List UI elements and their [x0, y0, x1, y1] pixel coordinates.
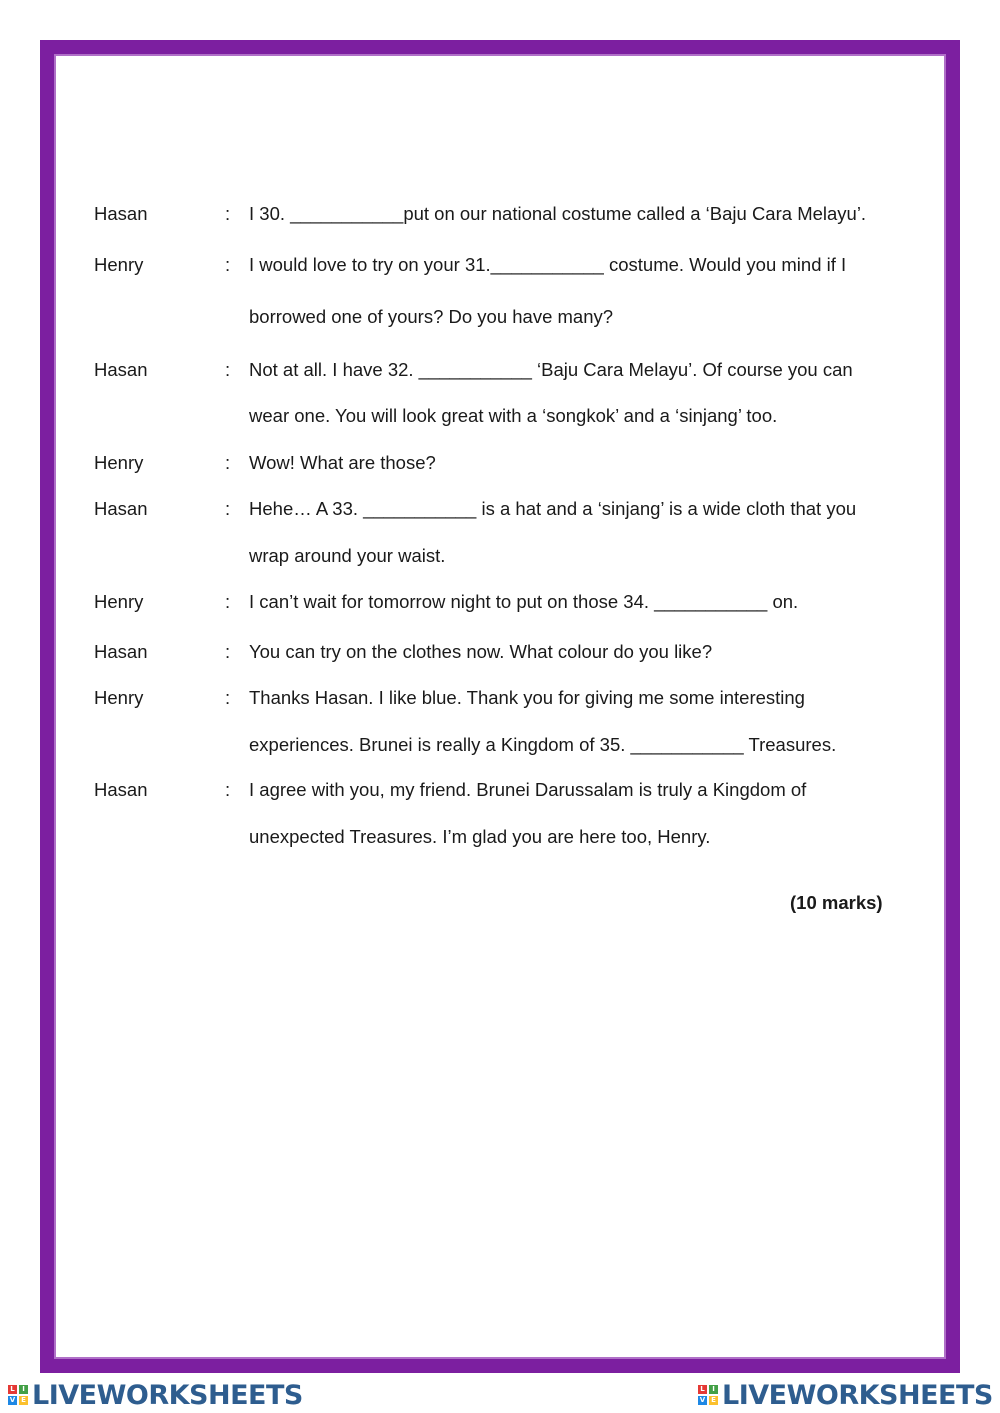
- dialogue-text: I can’t wait for tomorrow night to put on those 34. ___________ on.: [249, 591, 799, 612]
- dialogue-text: Hehe… A 33. ___________ is a hat and a ‘sinjang’ is a wide cloth that you: [249, 498, 857, 519]
- dialogue-line: [0, 253, 1000, 277]
- marks-label: (10 marks): [790, 892, 883, 913]
- liveworksheets-logo-icon: [8, 1385, 28, 1405]
- speaker-colon: :: [225, 359, 231, 380]
- speaker-name: Henry: [94, 452, 144, 473]
- dialogue-line: [0, 497, 1000, 521]
- speaker-name: Henry: [94, 254, 144, 275]
- logo-tile: L: [8, 1385, 17, 1394]
- speaker-colon: :: [225, 641, 231, 662]
- logo-tile: I: [709, 1385, 718, 1394]
- speaker-name: Hasan: [94, 203, 148, 224]
- speaker-colon: :: [225, 452, 231, 473]
- dialogue-text: experiences. Brunei is really a Kingdom of 35. ___________ Treasures.: [249, 734, 837, 755]
- dialogue-line: [0, 778, 1000, 802]
- speaker-name: Hasan: [94, 641, 148, 662]
- dialogue-text: wear one. You will look great with a ‘songkok’ and a ‘sinjang’ too.: [249, 405, 778, 426]
- dialogue-text: I 30. ___________put on our national costume called a ‘Baju Cara Melayu’.: [249, 203, 867, 224]
- speaker-name: Henry: [94, 687, 144, 708]
- speaker-colon: :: [225, 254, 231, 275]
- footer-logo-right[interactable]: [698, 1380, 993, 1410]
- speaker-name: Henry: [94, 591, 144, 612]
- brand-name: LIVEWORKSHEETS: [32, 1379, 303, 1411]
- liveworksheets-logo-icon: [698, 1385, 718, 1405]
- logo-tile: V: [699, 1396, 706, 1404]
- dialogue-line-continued: [0, 305, 1000, 329]
- footer-logo-left[interactable]: [8, 1380, 303, 1410]
- logo-tile: E: [709, 1396, 718, 1405]
- dialogue-text: Thanks Hasan. I like blue. Thank you for giving me some interesting: [249, 687, 805, 708]
- speaker-name: Hasan: [94, 779, 148, 800]
- speaker-colon: :: [225, 498, 231, 519]
- dialogue-text: Not at all. I have 32. ___________ ‘Baju Cara Melayu’. Of course you can: [249, 359, 853, 380]
- speaker-colon: :: [225, 779, 231, 800]
- logo-tile: I: [19, 1385, 28, 1394]
- dialogue-text: unexpected Treasures. I’m glad you are here too, Henry.: [249, 826, 711, 847]
- logo-tile: V: [9, 1396, 16, 1404]
- dialogue-line: [0, 686, 1000, 710]
- dialogue-line-continued: [0, 825, 1000, 849]
- dialogue-line: [0, 358, 1000, 382]
- dialogue-text: Wow! What are those?: [249, 452, 436, 473]
- speaker-name: Hasan: [94, 359, 148, 380]
- dialogue-text: wrap around your waist.: [249, 545, 446, 566]
- dialogue-text: I would love to try on your 31.___________ costume. Would you mind if I: [249, 254, 847, 275]
- dialogue-line-continued: [0, 404, 1000, 428]
- speaker-colon: :: [225, 591, 231, 612]
- speaker-colon: :: [225, 687, 231, 708]
- dialogue-line-continued: [0, 544, 1000, 568]
- speaker-name: Hasan: [94, 498, 148, 519]
- dialogue-text: I agree with you, my friend. Brunei Darussalam is truly a Kingdom of: [249, 779, 807, 800]
- brand-name: LIVEWORKSHEETS: [722, 1379, 993, 1411]
- dialogue-text: You can try on the clothes now. What colour do you like?: [249, 641, 713, 662]
- logo-tile: E: [19, 1396, 28, 1405]
- dialogue-line: [0, 451, 1000, 475]
- dialogue-line-continued: [0, 733, 1000, 757]
- dialogue-line: [0, 590, 1000, 614]
- dialogue-line: [0, 640, 1000, 664]
- logo-tile: L: [698, 1385, 707, 1394]
- dialogue-line: [0, 202, 1000, 226]
- speaker-colon: :: [225, 203, 231, 224]
- dialogue-text: borrowed one of yours? Do you have many?: [249, 306, 614, 327]
